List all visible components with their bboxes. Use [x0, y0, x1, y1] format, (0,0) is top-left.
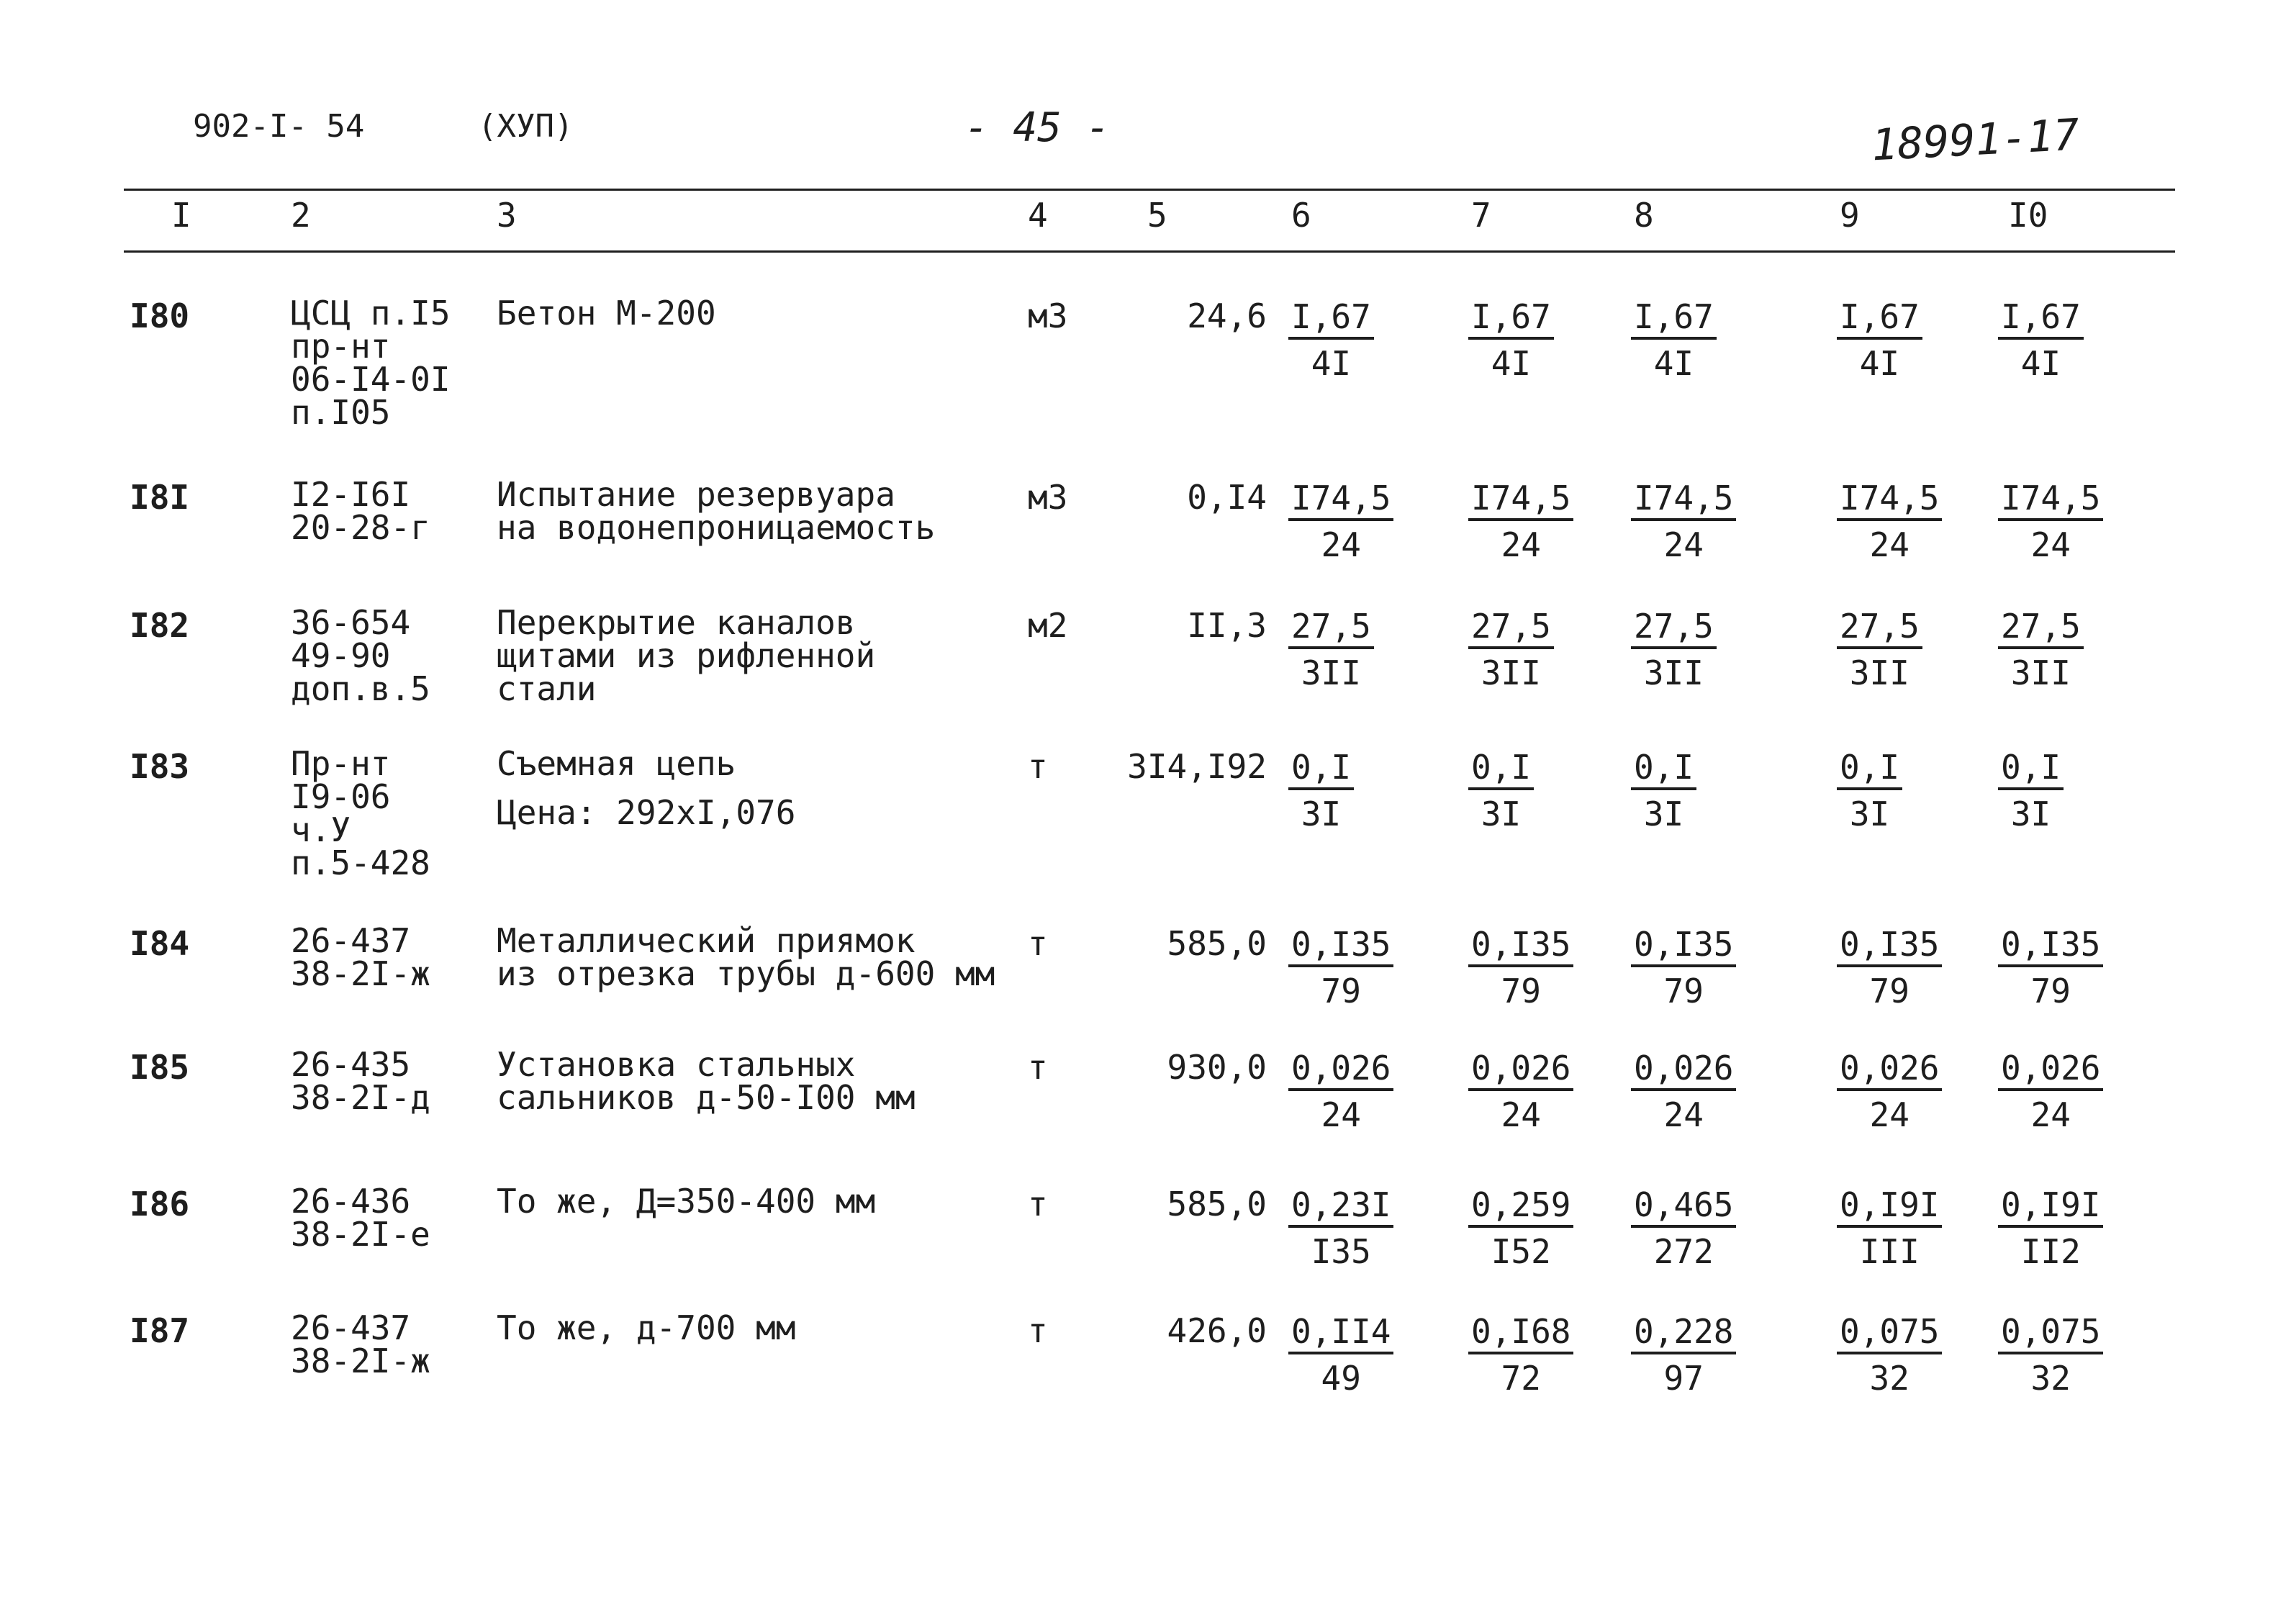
description-cell	[497, 744, 796, 832]
fraction-denominator: 24	[2030, 1095, 2071, 1134]
item-number: I84	[130, 924, 190, 963]
series-number: 902-I- 54	[193, 108, 365, 145]
fraction-cell	[1468, 1311, 1573, 1402]
page-number: - 45 -	[964, 104, 1111, 151]
fraction-cell	[1288, 1311, 1393, 1402]
fraction-numerator: I,67	[1837, 297, 1922, 340]
fraction-cell	[1631, 606, 1717, 697]
fraction-cell	[1288, 606, 1374, 697]
fraction-denominator: 3II	[1481, 653, 1541, 692]
item-number: I80	[130, 297, 190, 335]
fraction-denominator: I52	[1491, 1232, 1551, 1271]
fraction-numerator: 0,465	[1631, 1185, 1736, 1228]
reference-cell	[291, 475, 430, 547]
fraction-numerator: 27,5	[1998, 606, 2084, 649]
fraction-numerator: 0,259	[1468, 1185, 1573, 1228]
column-number: I	[171, 196, 191, 235]
reference-cell	[291, 1182, 430, 1254]
fraction-cell	[1468, 747, 1534, 838]
unit-cell: м3	[1028, 478, 1068, 517]
column-number: 6	[1291, 196, 1311, 235]
fraction-denominator: 72	[1501, 1359, 1541, 1398]
fraction-denominator: 32	[1869, 1359, 1909, 1398]
fraction-denominator: 3II	[1643, 653, 1704, 692]
fraction-cell	[1837, 1048, 1942, 1139]
fraction-numerator: I74,5	[1468, 478, 1573, 521]
reference-line: 26-436	[291, 1182, 411, 1221]
fraction-cell	[1998, 478, 2103, 569]
reference-cell	[291, 1045, 430, 1117]
unit-cell: т	[1028, 1048, 1048, 1087]
fraction-numerator: I74,5	[1631, 478, 1736, 521]
reference-line: 38-2I-е	[291, 1215, 430, 1254]
price-cell: 0,I4	[1187, 478, 1267, 517]
fraction-numerator: 0,026	[1631, 1048, 1736, 1091]
fraction-numerator: I,67	[1998, 297, 2084, 340]
price-cell: 24,6	[1187, 297, 1267, 335]
column-number: 5	[1147, 196, 1167, 235]
fraction-denominator: 24	[1321, 1095, 1361, 1134]
fraction-cell	[1837, 747, 1902, 838]
description-line: Перекрытие каналов	[497, 603, 856, 642]
fraction-denominator: 3II	[2010, 653, 2071, 692]
fraction-numerator: 0,026	[1468, 1048, 1573, 1091]
fraction-denominator: 97	[1663, 1359, 1704, 1398]
fraction-denominator: 4I	[1859, 344, 1900, 383]
fraction-denominator: 32	[2030, 1359, 2071, 1398]
fraction-denominator: 24	[2030, 525, 2071, 564]
fraction-cell	[1468, 606, 1554, 697]
fraction-cell	[1288, 297, 1374, 387]
price-cell: 585,0	[1167, 924, 1267, 963]
price-cell: 3I4,I92	[1127, 747, 1267, 786]
fraction-cell	[1468, 297, 1554, 387]
fraction-cell	[1288, 924, 1393, 1015]
fraction-denominator: 3I	[1849, 795, 1890, 833]
fraction-denominator: 3II	[1301, 653, 1361, 692]
fraction-denominator: 24	[1321, 525, 1361, 564]
section-number: (ХУП)	[478, 108, 574, 145]
fraction-denominator: 24	[1869, 525, 1909, 564]
reference-line: доп.в.5	[291, 669, 430, 708]
price-cell: 930,0	[1167, 1048, 1267, 1087]
reference-line: 38-2I-ж	[291, 1342, 430, 1380]
fraction-denominator: 24	[1663, 525, 1704, 564]
item-number: I8I	[130, 478, 190, 517]
description-line: Цена: 292хI,076	[497, 793, 796, 832]
reference-line: 26-437	[291, 921, 411, 960]
fraction-cell	[1837, 1185, 1942, 1275]
fraction-cell	[1288, 1185, 1393, 1275]
unit-cell: м3	[1028, 297, 1068, 335]
fraction-denominator: 4I	[2020, 344, 2061, 383]
unit-cell: м2	[1028, 606, 1068, 645]
reference-line: 06-I4-0I	[291, 360, 451, 399]
column-number: I0	[2008, 196, 2048, 235]
column-number: 3	[497, 196, 517, 235]
reference-line: 49-90	[291, 636, 391, 675]
fraction-numerator: I74,5	[1998, 478, 2103, 521]
reference-line: 26-437	[291, 1308, 411, 1347]
fraction-cell	[1468, 924, 1573, 1015]
unit-cell: т	[1028, 924, 1048, 963]
description-cell	[497, 1045, 916, 1117]
item-number: I86	[130, 1185, 190, 1223]
fraction-numerator: 27,5	[1837, 606, 1922, 649]
fraction-cell	[1631, 747, 1696, 838]
description-line: То же, Д=350-400 мм	[497, 1182, 876, 1221]
fraction-numerator: I,67	[1631, 297, 1717, 340]
reference-line: 20-28-г	[291, 508, 430, 547]
fraction-cell	[1998, 924, 2103, 1015]
fraction-cell	[1837, 478, 1942, 569]
fraction-denominator: 79	[2030, 972, 2071, 1010]
fraction-cell	[1631, 1311, 1736, 1402]
fraction-cell	[1468, 1048, 1573, 1139]
fraction-denominator: I35	[1311, 1232, 1371, 1271]
unit-cell: т	[1028, 747, 1048, 786]
fraction-cell	[1837, 606, 1922, 697]
description-line: из отрезка трубы д-600 мм	[497, 954, 995, 993]
fraction-numerator: 0,I	[1837, 747, 1902, 790]
fraction-denominator: 24	[1501, 525, 1541, 564]
unit-cell: т	[1028, 1311, 1048, 1350]
reference-cell	[291, 603, 430, 708]
reference-cell	[291, 744, 430, 882]
fraction-denominator: II2	[2020, 1232, 2081, 1271]
document-code: 18991-17	[1870, 109, 2081, 171]
fraction-cell	[1837, 924, 1942, 1015]
description-line: сальников д-50-I00 мм	[497, 1078, 916, 1117]
fraction-numerator: 0,I	[1998, 747, 2064, 790]
fraction-denominator: 4I	[1311, 344, 1352, 383]
reference-line: п.I05	[291, 393, 391, 432]
fraction-numerator: 0,I35	[1837, 924, 1942, 967]
fraction-cell	[1631, 478, 1736, 569]
fraction-denominator: III	[1859, 1232, 1920, 1271]
fraction-numerator: 27,5	[1288, 606, 1374, 649]
fraction-cell	[1288, 478, 1393, 569]
reference-line: 38-2I-ж	[291, 954, 430, 993]
description-cell	[497, 921, 995, 993]
fraction-denominator: 3I	[1301, 795, 1342, 833]
fraction-numerator: 0,026	[1288, 1048, 1393, 1091]
reference-line: 26-435	[291, 1045, 411, 1084]
price-cell: 426,0	[1167, 1311, 1267, 1350]
column-number: 7	[1471, 196, 1491, 235]
fraction-numerator: 0,I68	[1468, 1311, 1573, 1354]
fraction-cell	[1998, 1048, 2103, 1139]
fraction-numerator: 0,228	[1631, 1311, 1736, 1354]
fraction-numerator: 0,075	[1837, 1311, 1942, 1354]
fraction-denominator: 79	[1321, 972, 1361, 1010]
reference-line: ч.У	[291, 810, 351, 849]
fraction-denominator: 24	[1663, 1095, 1704, 1134]
fraction-denominator: 79	[1501, 972, 1541, 1010]
header-rule-top	[124, 189, 2175, 191]
fraction-numerator: 0,I	[1468, 747, 1534, 790]
fraction-numerator: 0,I35	[1998, 924, 2103, 967]
reference-line: I9-06	[291, 777, 391, 816]
fraction-numerator: 0,I9I	[1998, 1185, 2103, 1228]
fraction-numerator: 0,026	[1837, 1048, 1942, 1091]
item-number: I87	[130, 1311, 190, 1350]
reference-line: ЦСЦ п.I5	[291, 294, 451, 332]
item-number: I85	[130, 1048, 190, 1087]
reference-line: 36-654	[291, 603, 411, 642]
fraction-numerator: 0,026	[1998, 1048, 2103, 1091]
fraction-numerator: 0,I35	[1468, 924, 1573, 967]
fraction-numerator: I,67	[1288, 297, 1374, 340]
fraction-cell	[1998, 747, 2064, 838]
reference-line: Пр-нт	[291, 744, 391, 783]
price-cell: 585,0	[1167, 1185, 1267, 1223]
fraction-denominator: 49	[1321, 1359, 1361, 1398]
column-number: 2	[291, 196, 311, 235]
fraction-numerator: 0,I	[1631, 747, 1696, 790]
fraction-denominator: 4I	[1653, 344, 1694, 383]
fraction-cell	[1631, 297, 1717, 387]
reference-line: пр-нт	[291, 327, 391, 366]
description-cell	[497, 475, 936, 547]
fraction-numerator: 0,I9I	[1837, 1185, 1942, 1228]
description-line: Металлический приямок	[497, 921, 916, 960]
description-line: на водонепроницаемость	[497, 508, 936, 547]
fraction-cell	[1631, 1048, 1736, 1139]
fraction-cell	[1468, 478, 1573, 569]
fraction-cell	[1288, 747, 1354, 838]
fraction-denominator: 272	[1653, 1232, 1714, 1271]
fraction-denominator: 4I	[1491, 344, 1532, 383]
fraction-cell	[1468, 1185, 1573, 1275]
fraction-cell	[1631, 1185, 1736, 1275]
fraction-denominator: 3I	[1481, 795, 1522, 833]
description-line: Бетон М-200	[497, 294, 716, 332]
fraction-denominator: 3I	[1643, 795, 1684, 833]
fraction-cell	[1998, 297, 2084, 387]
fraction-cell	[1631, 924, 1736, 1015]
description-line: Испытание резервуара	[497, 475, 895, 514]
description-line: стали	[497, 669, 597, 708]
column-number: 8	[1634, 196, 1654, 235]
fraction-numerator: 0,075	[1998, 1311, 2103, 1354]
fraction-numerator: 0,23I	[1288, 1185, 1393, 1228]
description-cell	[497, 603, 876, 708]
header-rule-bottom	[124, 250, 2175, 253]
price-cell: II,3	[1187, 606, 1267, 645]
description-line: Съемная цепь	[497, 744, 736, 783]
reference-cell	[291, 294, 451, 432]
fraction-cell	[1288, 1048, 1393, 1139]
item-number: I82	[130, 606, 190, 645]
reference-line: 38-2I-д	[291, 1078, 430, 1117]
reference-line: I2-I6I	[291, 475, 411, 514]
description-cell	[497, 294, 716, 332]
reference-cell	[291, 1308, 430, 1380]
fraction-denominator: 24	[1501, 1095, 1541, 1134]
fraction-denominator: 79	[1869, 972, 1909, 1010]
fraction-numerator: 0,I	[1288, 747, 1354, 790]
unit-cell: т	[1028, 1185, 1048, 1223]
fraction-numerator: 0,I35	[1631, 924, 1736, 967]
fraction-cell	[1837, 1311, 1942, 1402]
reference-line: п.5-428	[291, 843, 430, 882]
fraction-numerator: 27,5	[1631, 606, 1717, 649]
fraction-cell	[1998, 1311, 2103, 1402]
fraction-denominator: 79	[1663, 972, 1704, 1010]
description-line: щитами из рифленной	[497, 636, 876, 675]
description-cell	[497, 1308, 796, 1347]
fraction-cell	[1998, 1185, 2103, 1275]
fraction-numerator: 0,I35	[1288, 924, 1393, 967]
description-line: То же, д-700 мм	[497, 1308, 796, 1347]
item-number: I83	[130, 747, 190, 786]
fraction-numerator: I,67	[1468, 297, 1554, 340]
fraction-cell	[1837, 297, 1922, 387]
fraction-denominator: 3II	[1849, 653, 1909, 692]
fraction-cell	[1998, 606, 2084, 697]
fraction-numerator: I74,5	[1288, 478, 1393, 521]
fraction-numerator: I74,5	[1837, 478, 1942, 521]
fraction-numerator: 27,5	[1468, 606, 1554, 649]
description-line: Установка стальных	[497, 1045, 856, 1084]
fraction-denominator: 24	[1869, 1095, 1909, 1134]
fraction-numerator: 0,II4	[1288, 1311, 1393, 1354]
description-cell	[497, 1182, 876, 1221]
column-number: 4	[1028, 196, 1048, 235]
fraction-denominator: 3I	[2010, 795, 2051, 833]
column-number: 9	[1840, 196, 1860, 235]
reference-cell	[291, 921, 430, 993]
